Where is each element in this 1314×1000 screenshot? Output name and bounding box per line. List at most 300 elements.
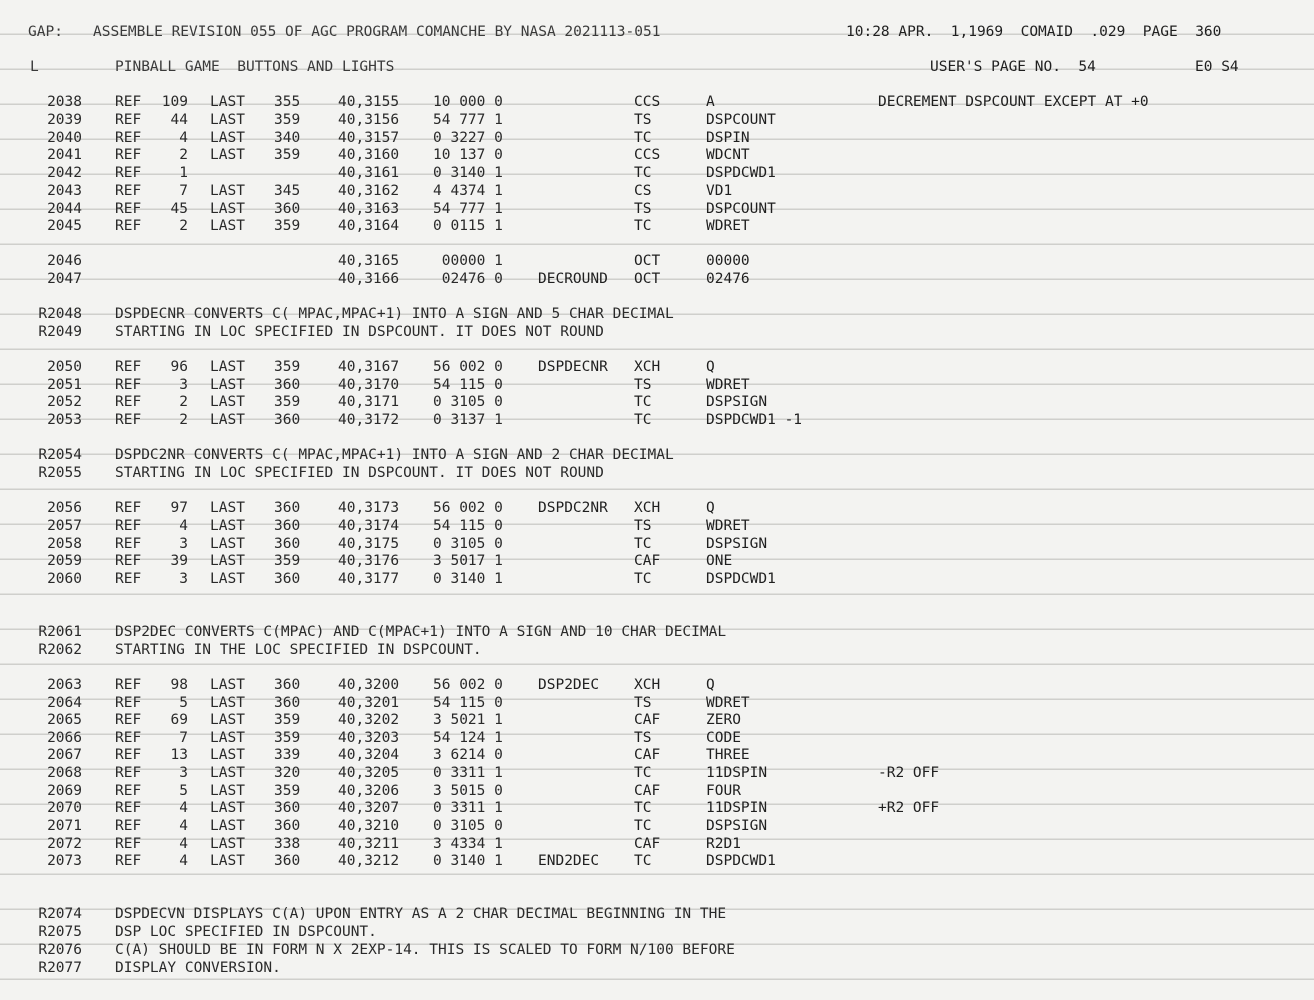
comment: DECREMENT DSPCOUNT EXCEPT AT +0 <box>878 94 1149 110</box>
opcode: TC <box>634 571 652 587</box>
opcode: TC <box>634 818 652 834</box>
last-page: 360 <box>274 677 301 693</box>
last-keyword: LAST <box>210 201 245 217</box>
address: 40,3161 <box>338 165 400 181</box>
last-keyword: LAST <box>210 359 245 375</box>
ref-keyword: REF <box>115 800 142 816</box>
ref-count: 45 <box>170 201 188 217</box>
ref-keyword: REF <box>115 765 142 781</box>
comment-text: STARTING IN LOC SPECIFIED IN DSPCOUNT. IT DOES NOT ROUND <box>115 324 604 340</box>
label: DECROUND <box>538 271 608 287</box>
operand: DSPCOUNT <box>706 201 776 217</box>
opcode: OCT <box>634 253 661 269</box>
line-number: R2055 <box>38 465 82 481</box>
label: DSP2DEC <box>538 677 600 693</box>
ref-count: 97 <box>170 500 188 516</box>
last-page: 360 <box>274 377 301 393</box>
line-number: 2045 <box>47 218 82 234</box>
comment-text: C(A) SHOULD BE IN FORM N X 2EXP-14. THIS IS SCALED TO FORM N/100 BEFORE <box>115 942 735 958</box>
last-page: 359 <box>274 359 301 375</box>
label: END2DEC <box>538 853 600 869</box>
line-number: 2067 <box>47 747 82 763</box>
opcode: TC <box>634 130 652 146</box>
comment-text: DSP2DEC CONVERTS C(MPAC) AND C(MPAC+1) INTO A SIGN AND 10 CHAR DECIMAL <box>115 624 727 640</box>
address: 40,3201 <box>338 695 400 711</box>
operand: 02476 <box>706 271 750 287</box>
ref-count: 1 <box>179 165 188 181</box>
last-keyword: LAST <box>210 130 245 146</box>
ref-count: 96 <box>170 359 188 375</box>
opcode: CAF <box>634 836 661 852</box>
octal-word: 3 5015 0 <box>433 783 503 799</box>
opcode: TS <box>634 377 652 393</box>
ref-count: 2 <box>179 394 188 410</box>
last-page: 355 <box>274 94 301 110</box>
opcode: TS <box>634 518 652 534</box>
ref-count: 2 <box>179 412 188 428</box>
ref-count: 7 <box>179 183 188 199</box>
address: 40,3163 <box>338 201 400 217</box>
last-page: 359 <box>274 712 301 728</box>
last-keyword: LAST <box>210 747 245 763</box>
ref-count: 2 <box>179 147 188 163</box>
last-page: 320 <box>274 765 301 781</box>
address: 40,3176 <box>338 553 400 569</box>
opcode: TC <box>634 536 652 552</box>
ref-keyword: REF <box>115 147 142 163</box>
last-keyword: LAST <box>210 853 245 869</box>
operand: R2D1 <box>706 836 741 852</box>
octal-word: 56 002 0 <box>433 359 503 375</box>
ref-count: 39 <box>170 553 188 569</box>
opcode: TS <box>634 201 652 217</box>
last-keyword: LAST <box>210 377 245 393</box>
line-number: 2052 <box>47 394 82 410</box>
line-number: 2064 <box>47 695 82 711</box>
comment-text: STARTING IN THE LOC SPECIFIED IN DSPCOUNT. <box>115 642 482 658</box>
ref-keyword: REF <box>115 571 142 587</box>
comment-line <box>0 959 1314 977</box>
operand: Q <box>706 500 715 516</box>
gap-label: GAP: <box>28 24 63 40</box>
ref-count: 4 <box>179 130 188 146</box>
last-keyword: LAST <box>210 412 245 428</box>
ref-count: 4 <box>179 818 188 834</box>
code-line <box>0 499 1314 517</box>
code-line <box>0 782 1314 800</box>
last-keyword: LAST <box>210 677 245 693</box>
last-keyword: LAST <box>210 765 245 781</box>
code-line <box>0 676 1314 694</box>
octal-word: 02476 0 <box>433 271 503 287</box>
line-number: 2042 <box>47 165 82 181</box>
octal-word: 0 3227 0 <box>433 130 503 146</box>
last-keyword: LAST <box>210 571 245 587</box>
octal-word: 3 6214 0 <box>433 747 503 763</box>
code-line <box>0 694 1314 712</box>
octal-word: 56 002 0 <box>433 677 503 693</box>
ref-keyword: REF <box>115 677 142 693</box>
opcode: TS <box>634 730 652 746</box>
operand: DSPDCWD1 <box>706 165 776 181</box>
octal-word: 0 3311 1 <box>433 800 503 816</box>
octal-word: 54 124 1 <box>433 730 503 746</box>
operand: DSPSIGN <box>706 536 768 552</box>
code-line <box>0 411 1314 429</box>
octal-word: 0 3140 1 <box>433 571 503 587</box>
line-number: 2053 <box>47 412 82 428</box>
opcode: XCH <box>634 677 661 693</box>
address: 40,3164 <box>338 218 400 234</box>
opcode: CS <box>634 183 652 199</box>
ref-keyword: REF <box>115 695 142 711</box>
last-page: 360 <box>274 412 301 428</box>
address: 40,3157 <box>338 130 400 146</box>
opcode: TC <box>634 218 652 234</box>
octal-word: 0 0115 1 <box>433 218 503 234</box>
code-line <box>0 252 1314 270</box>
comment-line <box>0 623 1314 641</box>
octal-word: 10 000 0 <box>433 94 503 110</box>
last-keyword: LAST <box>210 783 245 799</box>
opcode: OCT <box>634 271 661 287</box>
line-number: 2047 <box>47 271 82 287</box>
code-line <box>0 799 1314 817</box>
octal-word: 0 3105 0 <box>433 536 503 552</box>
address: 40,3212 <box>338 853 400 869</box>
code-line <box>0 111 1314 129</box>
label: DSPDC2NR <box>538 500 608 516</box>
comment-text: DSPDECNR CONVERTS C( MPAC,MPAC+1) INTO A SIGN AND 5 CHAR DECIMAL <box>115 306 674 322</box>
ref-keyword: REF <box>115 747 142 763</box>
comment-line <box>0 905 1314 923</box>
line-number: 2059 <box>47 553 82 569</box>
comment-text: DSPDECVN DISPLAYS C(A) UPON ENTRY AS A 2 CHAR DECIMAL BEGINNING IN THE <box>115 906 727 922</box>
code-line <box>0 552 1314 570</box>
code-line <box>0 93 1314 111</box>
octal-word: 10 137 0 <box>433 147 503 163</box>
line-number: R2061 <box>38 624 82 640</box>
operand: THREE <box>706 747 750 763</box>
ref-keyword: REF <box>115 783 142 799</box>
last-page: 359 <box>274 147 301 163</box>
line-number: 2044 <box>47 201 82 217</box>
last-page: 345 <box>274 183 301 199</box>
operand: WDRET <box>706 377 750 393</box>
opcode: TS <box>634 695 652 711</box>
last-keyword: LAST <box>210 712 245 728</box>
address: 40,3205 <box>338 765 400 781</box>
operand: DSPSIGN <box>706 394 768 410</box>
ref-count: 2 <box>179 218 188 234</box>
line-number: R2077 <box>38 960 82 976</box>
operand: DSPDCWD1 <box>706 853 776 869</box>
code-line <box>0 217 1314 235</box>
ref-count: 3 <box>179 377 188 393</box>
code-line <box>0 817 1314 835</box>
operand: DSPIN <box>706 130 750 146</box>
address: 40,3155 <box>338 94 400 110</box>
code-line <box>0 711 1314 729</box>
code-line <box>0 746 1314 764</box>
ref-keyword: REF <box>115 165 142 181</box>
last-keyword: LAST <box>210 553 245 569</box>
ref-keyword: REF <box>115 818 142 834</box>
code-line <box>0 764 1314 782</box>
code-line <box>0 517 1314 535</box>
log-mark: L <box>30 59 39 75</box>
octal-word: 0 3105 0 <box>433 818 503 834</box>
code-line <box>0 729 1314 747</box>
address: 40,3204 <box>338 747 400 763</box>
address: 40,3202 <box>338 712 400 728</box>
ref-keyword: REF <box>115 412 142 428</box>
operand: DSPDCWD1 -1 <box>706 412 803 428</box>
last-keyword: LAST <box>210 94 245 110</box>
ref-count: 98 <box>170 677 188 693</box>
line-number: 2071 <box>47 818 82 834</box>
line-number: 2043 <box>47 183 82 199</box>
line-number: 2060 <box>47 571 82 587</box>
code-line <box>0 393 1314 411</box>
code-line <box>0 852 1314 870</box>
ref-keyword: REF <box>115 553 142 569</box>
last-page: 359 <box>274 112 301 128</box>
code-line <box>0 570 1314 588</box>
line-number: R2074 <box>38 906 82 922</box>
opcode: CAF <box>634 783 661 799</box>
opcode: TC <box>634 800 652 816</box>
line-number: 2070 <box>47 800 82 816</box>
last-page: 360 <box>274 500 301 516</box>
line-number: 2058 <box>47 536 82 552</box>
line-number: 2040 <box>47 130 82 146</box>
code-line <box>0 835 1314 853</box>
opcode: CAF <box>634 747 661 763</box>
line-number: 2038 <box>47 94 82 110</box>
comment: +R2 OFF <box>878 800 940 816</box>
operand: ONE <box>706 553 733 569</box>
octal-word: 0 3140 1 <box>433 165 503 181</box>
octal-word: 4 4374 1 <box>433 183 503 199</box>
comment-line <box>0 923 1314 941</box>
assembly-title: ASSEMBLE REVISION 055 OF AGC PROGRAM COMANCHE BY NASA 2021113-051 <box>93 24 661 40</box>
ref-count: 109 <box>161 94 188 110</box>
ref-count: 69 <box>170 712 188 728</box>
opcode: TC <box>634 853 652 869</box>
line-number: 2063 <box>47 677 82 693</box>
operand: DSPSIGN <box>706 818 768 834</box>
octal-word: 0 3140 1 <box>433 853 503 869</box>
address: 40,3166 <box>338 271 400 287</box>
last-keyword: LAST <box>210 518 245 534</box>
operand: Q <box>706 359 715 375</box>
ref-keyword: REF <box>115 518 142 534</box>
line-number: 2066 <box>47 730 82 746</box>
ref-keyword: REF <box>115 500 142 516</box>
operand: DSPDCWD1 <box>706 571 776 587</box>
last-page: 360 <box>274 818 301 834</box>
ref-keyword: REF <box>115 183 142 199</box>
comment-text: DSP LOC SPECIFIED IN DSPCOUNT. <box>115 924 377 940</box>
last-page: 338 <box>274 836 301 852</box>
ref-count: 4 <box>179 518 188 534</box>
comment-text: STARTING IN LOC SPECIFIED IN DSPCOUNT. IT DOES NOT ROUND <box>115 465 604 481</box>
ref-keyword: REF <box>115 730 142 746</box>
code-line <box>0 182 1314 200</box>
operand: 11DSPIN <box>706 800 768 816</box>
ref-count: 3 <box>179 571 188 587</box>
code-line <box>0 376 1314 394</box>
octal-word: 54 115 0 <box>433 695 503 711</box>
code-line <box>0 358 1314 376</box>
address: 40,3200 <box>338 677 400 693</box>
ref-count: 5 <box>179 695 188 711</box>
ref-keyword: REF <box>115 359 142 375</box>
last-page: 359 <box>274 553 301 569</box>
last-keyword: LAST <box>210 695 245 711</box>
last-page: 340 <box>274 130 301 146</box>
ref-keyword: REF <box>115 377 142 393</box>
ref-keyword: REF <box>115 712 142 728</box>
address: 40,3206 <box>338 783 400 799</box>
line-number: 2046 <box>47 253 82 269</box>
code-line <box>0 146 1314 164</box>
last-page: 359 <box>274 218 301 234</box>
comment-line <box>0 305 1314 323</box>
operand: ZERO <box>706 712 741 728</box>
ref-count: 3 <box>179 765 188 781</box>
operand: DSPCOUNT <box>706 112 776 128</box>
last-page: 359 <box>274 783 301 799</box>
ref-count: 3 <box>179 536 188 552</box>
address: 40,3203 <box>338 730 400 746</box>
octal-word: 00000 1 <box>433 253 503 269</box>
opcode: CCS <box>634 94 661 110</box>
ref-count: 44 <box>170 112 188 128</box>
ref-keyword: REF <box>115 218 142 234</box>
last-page: 360 <box>274 853 301 869</box>
opcode: CAF <box>634 553 661 569</box>
comment-line <box>0 941 1314 959</box>
address: 40,3171 <box>338 394 400 410</box>
last-keyword: LAST <box>210 536 245 552</box>
line-number: 2057 <box>47 518 82 534</box>
address: 40,3172 <box>338 412 400 428</box>
octal-word: 0 3137 1 <box>433 412 503 428</box>
ref-count: 4 <box>179 836 188 852</box>
last-keyword: LAST <box>210 730 245 746</box>
operand: WDCNT <box>706 147 750 163</box>
octal-word: 3 4334 1 <box>433 836 503 852</box>
operand: VD1 <box>706 183 733 199</box>
line-number: 2041 <box>47 147 82 163</box>
section-title: PINBALL GAME BUTTONS AND LIGHTS <box>115 59 395 75</box>
address: 40,3207 <box>338 800 400 816</box>
ref-keyword: REF <box>115 853 142 869</box>
code-line <box>0 535 1314 553</box>
line-number: 2072 <box>47 836 82 852</box>
opcode: CCS <box>634 147 661 163</box>
comment-line <box>0 641 1314 659</box>
address: 40,3177 <box>338 571 400 587</box>
octal-word: 54 115 0 <box>433 518 503 534</box>
last-keyword: LAST <box>210 800 245 816</box>
address: 40,3210 <box>338 818 400 834</box>
opcode: CAF <box>634 712 661 728</box>
code-line <box>0 200 1314 218</box>
last-keyword: LAST <box>210 500 245 516</box>
line-number: 2056 <box>47 500 82 516</box>
edition-code: E0 S4 <box>1195 59 1239 75</box>
last-keyword: LAST <box>210 818 245 834</box>
address: 40,3165 <box>338 253 400 269</box>
comment-text: DSPDC2NR CONVERTS C( MPAC,MPAC+1) INTO A SIGN AND 2 CHAR DECIMAL <box>115 447 674 463</box>
page-header <box>0 23 1314 41</box>
line-number: R2075 <box>38 924 82 940</box>
ref-keyword: REF <box>115 394 142 410</box>
last-keyword: LAST <box>210 394 245 410</box>
last-page: 359 <box>274 730 301 746</box>
octal-word: 0 3311 1 <box>433 765 503 781</box>
line-number: R2062 <box>38 642 82 658</box>
opcode: XCH <box>634 359 661 375</box>
octal-word: 0 3105 0 <box>433 394 503 410</box>
operand: WDRET <box>706 218 750 234</box>
opcode: TS <box>634 112 652 128</box>
last-keyword: LAST <box>210 147 245 163</box>
address: 40,3170 <box>338 377 400 393</box>
code-line <box>0 270 1314 288</box>
line-number: R2049 <box>38 324 82 340</box>
address: 40,3173 <box>338 500 400 516</box>
last-page: 360 <box>274 800 301 816</box>
address: 40,3167 <box>338 359 400 375</box>
octal-word: 3 5017 1 <box>433 553 503 569</box>
octal-word: 56 002 0 <box>433 500 503 516</box>
ref-keyword: REF <box>115 94 142 110</box>
octal-word: 54 777 1 <box>433 112 503 128</box>
last-page: 360 <box>274 201 301 217</box>
operand: 00000 <box>706 253 750 269</box>
section-header <box>0 58 1314 76</box>
last-page: 360 <box>274 536 301 552</box>
operand: CODE <box>706 730 741 746</box>
opcode: TC <box>634 765 652 781</box>
opcode: TC <box>634 394 652 410</box>
ref-count: 7 <box>179 730 188 746</box>
octal-word: 54 115 0 <box>433 377 503 393</box>
last-page: 360 <box>274 518 301 534</box>
octal-word: 54 777 1 <box>433 201 503 217</box>
line-number: 2073 <box>47 853 82 869</box>
last-page: 339 <box>274 747 301 763</box>
operand: 11DSPIN <box>706 765 768 781</box>
ref-count: 4 <box>179 800 188 816</box>
address: 40,3160 <box>338 147 400 163</box>
opcode: TC <box>634 165 652 181</box>
opcode: XCH <box>634 500 661 516</box>
line-number: 2069 <box>47 783 82 799</box>
last-page: 360 <box>274 695 301 711</box>
last-keyword: LAST <box>210 183 245 199</box>
label: DSPDECNR <box>538 359 608 375</box>
last-keyword: LAST <box>210 218 245 234</box>
octal-word: 3 5021 1 <box>433 712 503 728</box>
comment-line <box>0 464 1314 482</box>
address: 40,3162 <box>338 183 400 199</box>
operand: WDRET <box>706 695 750 711</box>
